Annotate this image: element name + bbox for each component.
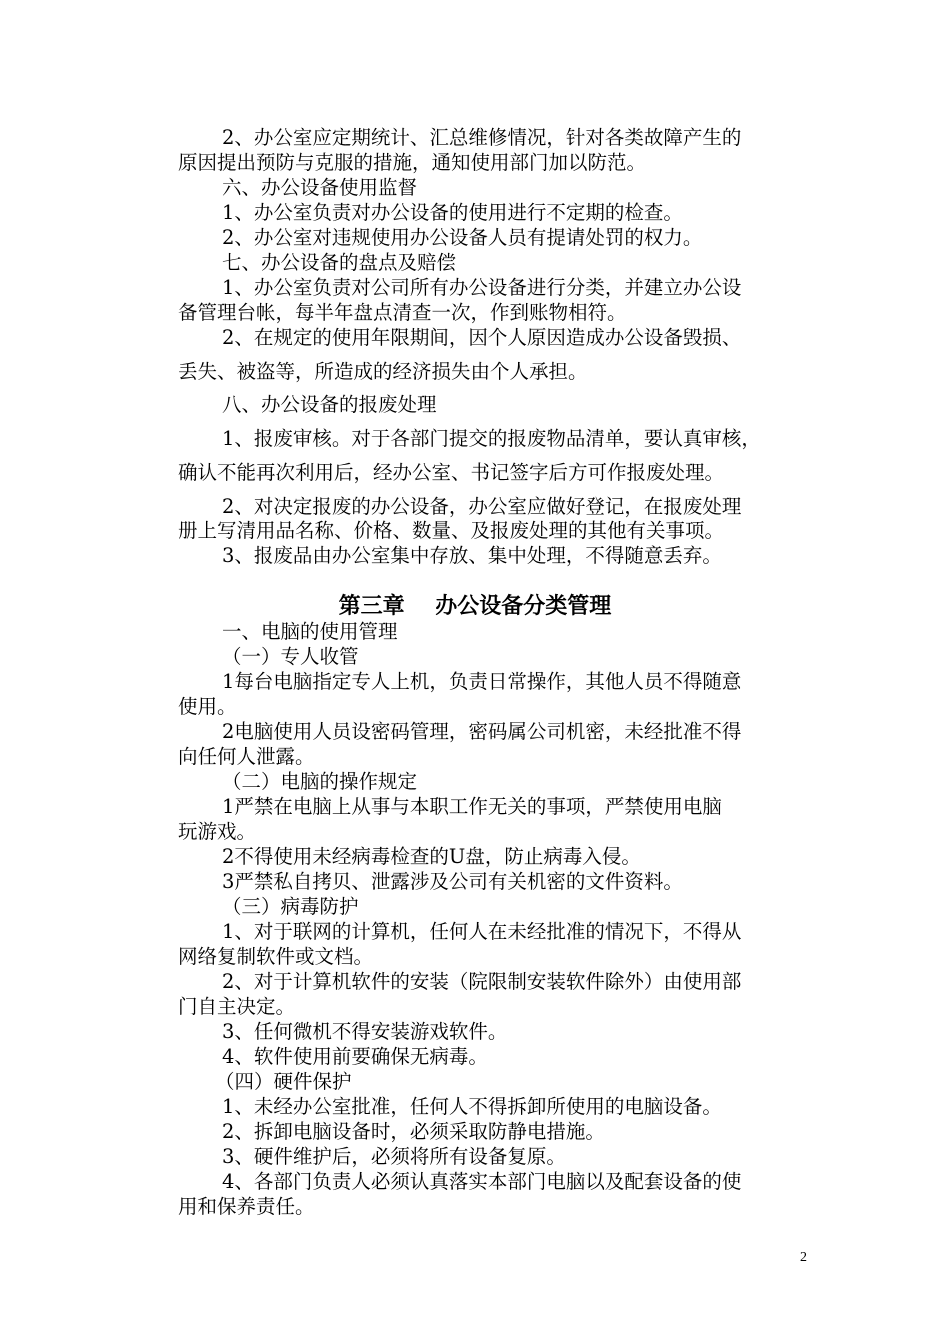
- paragraph-line: 2、对于计算机软件的安装（院限制安装软件除外）由使用部: [222, 970, 742, 993]
- paragraph-line: 1、办公室负责对公司所有办公设备进行分类，并建立办公设: [222, 276, 742, 299]
- paragraph-line: 4、各部门负责人必须认真落实本部门电脑以及配套设备的使: [222, 1170, 742, 1193]
- paragraph-line: 网络复制软件或文档。: [178, 945, 374, 968]
- paragraph-line: 玩游戏。: [178, 820, 257, 843]
- paragraph-line: 2、对决定报废的办公设备，办公室应做好登记，在报废处理: [222, 495, 742, 518]
- subsection-heading: （四）硬件保护: [215, 1070, 352, 1093]
- page-number: 2: [800, 1250, 807, 1265]
- paragraph-line: 3严禁私自拷贝、泄露涉及公司有关机密的文件资料。: [222, 870, 683, 893]
- paragraph-line: 1、报废审核。对于各部门提交的报废物品清单，要认真审核，: [222, 427, 761, 450]
- paragraph-line: 确认不能再次利用后，经办公室、书记签字后方可作报废处理。: [178, 461, 725, 484]
- section-heading: 一、电脑的使用管理: [222, 620, 398, 643]
- paragraph-line: 2不得使用未经病毒检查的U盘，防止病毒入侵。: [222, 845, 641, 868]
- paragraph-line: 1严禁在电脑上从事与本职工作无关的事项，严禁使用电脑: [222, 795, 722, 818]
- paragraph-line: 1、办公室负责对办公设备的使用进行不定期的检查。: [222, 201, 683, 224]
- paragraph-line: 2、办公室应定期统计、汇总维修情况，针对各类故障产生的: [222, 126, 742, 149]
- paragraph-line: 用和保养责任。: [178, 1195, 315, 1218]
- paragraph-line: 使用。: [178, 695, 237, 718]
- paragraph-line: 4、软件使用前要确保无病毒。: [222, 1045, 488, 1068]
- subsection-heading: （一）专人收管: [222, 645, 359, 668]
- paragraph-line: 3、报废品由办公室集中存放、集中处理，不得随意丢弃。: [222, 544, 722, 567]
- paragraph-line: 原因提出预防与克服的措施，通知使用部门加以防范。: [178, 151, 647, 174]
- section-heading: 八、办公设备的报废处理: [222, 393, 437, 416]
- paragraph-line: 1、对于联网的计算机，任何人在未经批准的情况下，不得从: [222, 920, 742, 943]
- section-heading: 六、办公设备使用监督: [222, 176, 418, 199]
- paragraph-line: 丢失、被盗等，所造成的经济损失由个人承担。: [178, 360, 588, 383]
- paragraph-line: 3、任何微机不得安装游戏软件。: [222, 1020, 508, 1043]
- paragraph-line: 2、拆卸电脑设备时，必须采取防静电措施。: [222, 1120, 605, 1143]
- paragraph-line: 2、在规定的使用年限期间，因个人原因造成办公设备毁损、: [222, 326, 742, 349]
- paragraph-line: 向任何人泄露。: [178, 745, 315, 768]
- paragraph-line: 3、硬件维护后，必须将所有设备复原。: [222, 1145, 566, 1168]
- paragraph-line: 备管理台帐，每半年盘点清查一次，作到账物相符。: [178, 301, 627, 324]
- subsection-heading: （三）病毒防护: [222, 895, 359, 918]
- paragraph-line: 册上写清用品名称、价格、数量、及报废处理的其他有关事项。: [178, 519, 725, 542]
- paragraph-line: 2、办公室对违规使用办公设备人员有提请处罚的权力。: [222, 226, 703, 249]
- paragraph-line: 1每台电脑指定专人上机，负责日常操作，其他人员不得随意: [222, 670, 742, 693]
- section-heading: 七、办公设备的盘点及赔偿: [222, 251, 457, 274]
- paragraph-line: 1、未经办公室批准，任何人不得拆卸所使用的电脑设备。: [222, 1095, 722, 1118]
- paragraph-line: 2电脑使用人员设密码管理，密码属公司机密，未经批准不得: [222, 720, 742, 743]
- chapter-title: 第三章 办公设备分类管理: [338, 594, 612, 619]
- paragraph-line: 门自主决定。: [178, 995, 296, 1018]
- subsection-heading: （二）电脑的操作规定: [222, 770, 418, 793]
